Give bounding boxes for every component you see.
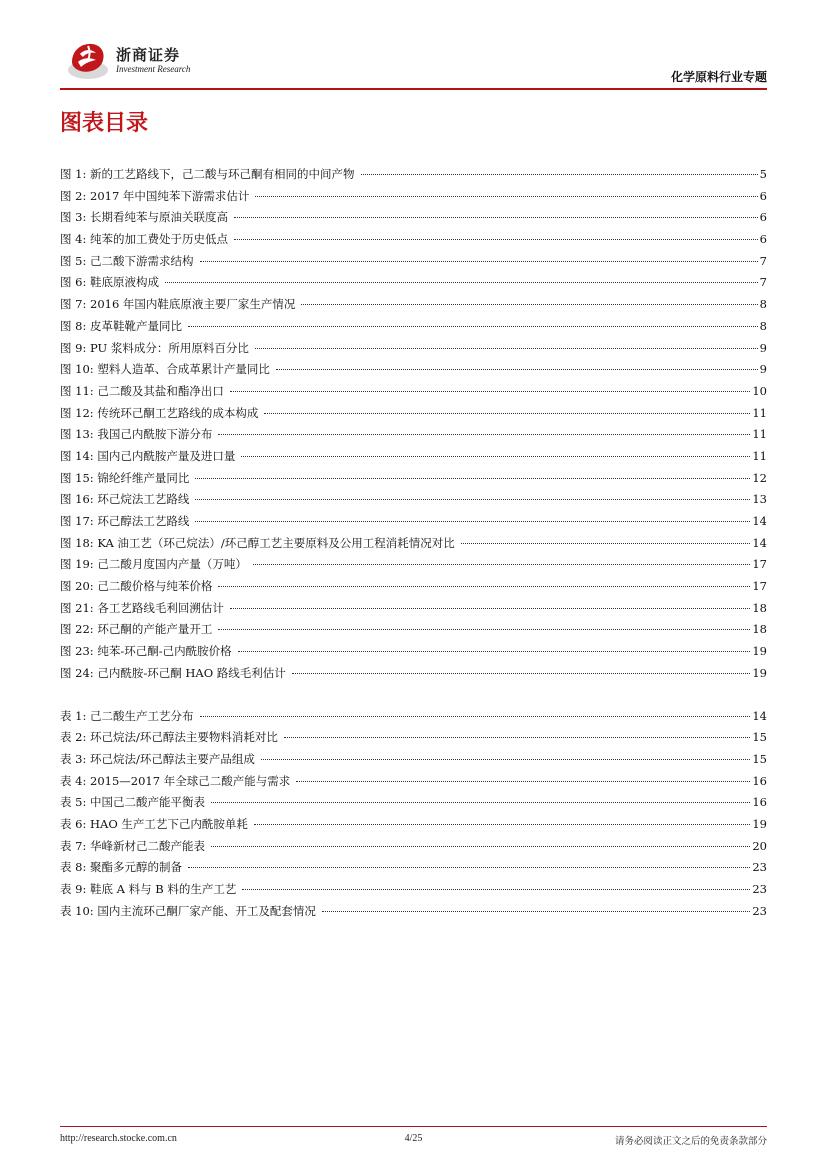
entry-page-number: 11: [752, 427, 767, 442]
dot-leader: [296, 781, 750, 782]
entry-page-number: 6: [759, 210, 767, 225]
entry-page-number: 19: [752, 665, 767, 680]
entry-label: 表 10: 国内主流环己酮厂家产能、开工及配套情况: [60, 903, 316, 918]
dot-leader: [211, 846, 750, 847]
entry-label: 图 6: 鞋底原液构成: [60, 275, 160, 290]
entry-page-number: 14: [752, 708, 767, 723]
entry-label: 图 2: 2017 年中国纯苯下游需求估计: [60, 188, 250, 203]
figure-entry[interactable]: [60, 251, 767, 273]
dot-leader: [195, 499, 750, 500]
entry-page-number: 13: [752, 492, 767, 507]
figure-entry[interactable]: [60, 316, 767, 338]
header-divider: [60, 88, 767, 90]
table-entry[interactable]: [60, 857, 767, 879]
entry-label: 图 14: 国内己内酰胺产量及进口量: [60, 448, 236, 463]
table-of-figures: [60, 164, 767, 922]
entry-page-number: 9: [759, 362, 767, 377]
entry-label: 图 10: 塑料人造革、合成革累计产量同比: [60, 362, 270, 377]
dot-leader: [234, 217, 758, 218]
table-list: [60, 706, 767, 923]
footer-url[interactable]: http://research.stocke.com.cn: [60, 1133, 177, 1144]
entry-page-number: 8: [759, 318, 767, 333]
entry-label: 图 15: 锦纶纤维产量同比: [60, 470, 190, 485]
dot-leader: [292, 673, 751, 674]
figure-entry[interactable]: [60, 381, 767, 403]
figure-entry[interactable]: [60, 164, 767, 186]
entry-page-number: 14: [752, 535, 767, 550]
figure-entry[interactable]: [60, 446, 767, 468]
entry-label: 图 21: 各工艺路线毛利回溯估计: [60, 600, 224, 615]
toc-title: 图表目录: [60, 111, 149, 136]
figure-entry[interactable]: [60, 207, 767, 229]
entry-page-number: 11: [752, 448, 767, 463]
entry-label: 图 16: 环己烷法工艺路线: [60, 492, 190, 507]
figure-entry[interactable]: [60, 576, 767, 598]
dot-leader: [218, 629, 750, 630]
entry-label: 表 6: HAO 生产工艺下己内酰胺单耗: [60, 816, 248, 831]
entry-label: 表 3: 环己烷法/环己醇法主要产品组成: [60, 751, 255, 766]
entry-page-number: 19: [752, 644, 767, 659]
entry-page-number: 16: [752, 795, 767, 810]
entry-label: 图 3: 长期看纯苯与原油关联度高: [60, 210, 229, 225]
logo-english-name: Investment Research: [116, 64, 191, 74]
dot-leader: [200, 716, 751, 717]
entry-page-number: 7: [759, 275, 767, 290]
dot-leader: [254, 824, 750, 825]
dot-leader: [255, 196, 757, 197]
entry-label: 图 11: 己二酸及其盐和酯净出口: [60, 383, 224, 398]
table-entry[interactable]: [60, 706, 767, 728]
logo-chinese-name: 浙商证券: [116, 46, 181, 64]
entry-label: 图 9: PU 浆料成分：所用原料百分比: [60, 340, 249, 355]
dot-leader: [361, 174, 758, 175]
figure-entry[interactable]: [60, 294, 767, 316]
figure-entry[interactable]: [60, 598, 767, 620]
table-entry[interactable]: [60, 771, 767, 793]
entry-page-number: 12: [752, 470, 767, 485]
entry-page-number: 18: [752, 622, 767, 637]
dot-leader: [218, 434, 750, 435]
table-entry[interactable]: [60, 792, 767, 814]
footer-divider: [60, 1126, 767, 1127]
dot-leader: [261, 759, 750, 760]
dot-leader: [242, 889, 750, 890]
entry-page-number: 5: [759, 167, 767, 181]
entry-page-number: 23: [752, 882, 767, 896]
entry-page-number: 17: [752, 557, 767, 572]
figure-entry[interactable]: [60, 533, 767, 555]
dot-leader: [264, 413, 750, 414]
entry-page-number: 6: [759, 232, 767, 247]
figure-entry[interactable]: [60, 489, 767, 511]
dot-leader: [301, 304, 757, 305]
dot-leader: [276, 369, 758, 370]
entry-label: 图 17: 环己醇法工艺路线: [60, 514, 190, 528]
entry-label: 表 7: 华峰新材己二酸产能表: [60, 838, 206, 853]
figure-entry[interactable]: [60, 338, 767, 360]
entry-label: 图 8: 皮革鞋靴产量同比: [60, 318, 183, 333]
entry-page-number: 18: [752, 600, 767, 615]
figure-entry[interactable]: [60, 403, 767, 425]
dot-leader: [165, 282, 758, 283]
table-entry[interactable]: [60, 727, 767, 749]
figure-list: [60, 164, 767, 685]
entry-page-number: 16: [752, 773, 767, 788]
figure-entry[interactable]: [60, 619, 767, 641]
dot-leader: [200, 261, 758, 262]
entry-page-number: 23: [752, 903, 767, 918]
dot-leader: [188, 326, 758, 327]
dot-leader: [234, 239, 758, 240]
entry-page-number: 19: [752, 816, 767, 831]
table-entry[interactable]: [60, 749, 767, 771]
entry-label: 图 12: 传统环己酮工艺路线的成本构成: [60, 405, 259, 420]
table-entry[interactable]: [60, 836, 767, 858]
entry-label: 表 2: 环己烷法/环己醇法主要物料消耗对比: [60, 730, 278, 745]
entry-label: 表 5: 中国己二酸产能平衡表: [60, 795, 206, 810]
report-category: 化学原料行业专题: [670, 70, 767, 84]
dot-leader: [188, 867, 750, 868]
figure-entry[interactable]: [60, 272, 767, 294]
table-entry[interactable]: [60, 879, 767, 901]
entry-page-number: 10: [752, 383, 767, 398]
footer-disclaimer: 请务必阅读正文之后的免责条款部分: [614, 1136, 767, 1147]
entry-page-number: 15: [752, 751, 767, 766]
entry-label: 图 20: 己二酸价格与纯苯价格: [60, 579, 213, 594]
dot-leader: [284, 737, 750, 738]
dot-leader: [230, 391, 751, 392]
figure-entry[interactable]: [60, 554, 767, 576]
dot-leader: [461, 543, 751, 544]
entry-label: 图 19: 己二酸月度国内产量（万吨）: [60, 557, 247, 572]
entry-label: 图 18: KA 油工艺（环己烷法）/环己醇工艺主要原料及公用工程消耗情况对比: [60, 535, 455, 550]
figure-entry[interactable]: [60, 359, 767, 381]
entry-label: 图 5: 己二酸下游需求结构: [60, 253, 194, 268]
table-entry[interactable]: [60, 814, 767, 836]
dot-leader: [218, 586, 750, 587]
figure-entry[interactable]: [60, 663, 767, 685]
entry-label: 图 22: 环己酮的产能产量开工: [60, 622, 213, 637]
entry-page-number: 7: [759, 253, 767, 268]
figure-entry[interactable]: [60, 511, 767, 533]
entry-label: 图 23: 纯苯-环己酮-己内酰胺价格: [60, 644, 232, 659]
figure-entry[interactable]: [60, 424, 767, 446]
figure-entry[interactable]: [60, 229, 767, 251]
entry-label: 图 7: 2016 年国内鞋底原液主要厂家生产情况: [60, 297, 296, 312]
entry-label: 图 24: 己内酰胺-环己酮 HAO 路线毛利估计: [60, 665, 286, 680]
dot-leader: [195, 521, 750, 522]
entry-label: 图 4: 纯苯的加工费处于历史低点: [60, 232, 229, 247]
entry-label: 表 4: 2015—2017 年全球己二酸产能与需求: [60, 773, 291, 788]
dot-leader: [255, 348, 758, 349]
figure-entry[interactable]: [60, 641, 767, 663]
entry-page-number: 15: [752, 730, 767, 745]
logo-emblem-icon: [66, 40, 110, 82]
dot-leader: [238, 651, 751, 652]
entry-page-number: 14: [752, 514, 767, 528]
entry-label: 图 1: 新的工艺路线下，己二酸与环己酮有相同的中间产物: [60, 167, 355, 181]
entry-page-number: 8: [759, 297, 767, 312]
entry-label: 表 1: 己二酸生产工艺分布: [60, 708, 194, 723]
table-entry[interactable]: [60, 901, 767, 923]
dot-leader: [253, 564, 751, 565]
entry-page-number: 17: [752, 579, 767, 594]
entry-page-number: 23: [752, 860, 767, 875]
entry-label: 表 8: 聚酯多元醇的制备: [60, 860, 183, 875]
entry-label: 表 9: 鞋底 A 料与 B 料的生产工艺: [60, 882, 237, 896]
figure-entry[interactable]: [60, 186, 767, 208]
page-header: [60, 40, 767, 88]
dot-leader: [241, 456, 750, 457]
figure-entry[interactable]: [60, 468, 767, 490]
company-logo: [66, 40, 196, 82]
entry-page-number: 20: [752, 838, 767, 853]
entry-page-number: 11: [752, 405, 767, 420]
dot-leader: [230, 608, 751, 609]
entry-page-number: 9: [759, 340, 767, 355]
list-gap: [60, 685, 767, 706]
dot-leader: [195, 478, 750, 479]
entry-label: 图 13: 我国己内酰胺下游分布: [60, 427, 213, 442]
dot-leader: [322, 911, 751, 912]
dot-leader: [211, 802, 750, 803]
page-number: 4/25: [404, 1133, 423, 1144]
entry-page-number: 6: [759, 188, 767, 203]
